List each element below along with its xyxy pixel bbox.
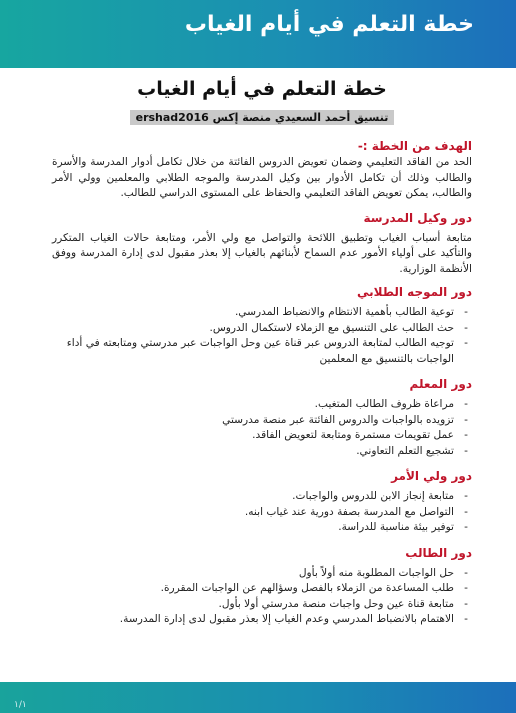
deputy-text: متابعة أسباب الغياب وتطبيق اللائحة والتواصل مع ولي الأمر، ومتابعة حالات الغياب المتكرر والتأكيد على أولياء الأمور عدم السماح لأبنائهم بالغياب إلا بعذر مقبول لدى إدارة المدرسة ووفق الأنظمة الوزارية.	[52, 231, 472, 275]
student-list	[52, 566, 472, 628]
counselor-heading: دور الموجه الطلابي	[356, 285, 472, 299]
byline-wrap	[52, 106, 472, 125]
list-item: - متابعة إنجاز الابن للدروس والواجبات.	[52, 489, 454, 505]
goal-heading: الهدف من الخطة :-	[357, 139, 472, 153]
list-item: - طلب المساعدة من الزملاء بالفصل وسؤالهم عن الواجبات المقررة.	[52, 581, 454, 597]
list-item: - تشجيع التعلم التعاوني.	[52, 444, 454, 460]
list-item: - توفير بيئة مناسبة للدراسة.	[52, 520, 454, 536]
list-item: - توجيه الطالب لمتابعة الدروس عبر قناة عين وحل الواجبات عبر مدرستي ومتابعته في أداء الواجبات بالتنسيق مع المعلمين	[52, 336, 454, 367]
parent-heading: دور ولي الأمر	[391, 469, 472, 483]
goal-text: الحد من الفاقد التعليمي وضمان تعويض الدروس الفائتة من خلال تكامل أدوار المدرسة والأسرة والطالب وذلك أن تكامل الأدوار بين وكيل المدرسة والموجه الطلابي والمعلمين وولي الأمر والطالب، يمكن تعويض الفاقد التعليمي والحفاظ على المستوى الدراسي للطالب.	[52, 156, 472, 199]
byline: تنسيق أحمد السعيدي منصة إكس ershad2016	[130, 110, 395, 125]
list-item: - التواصل مع المدرسة بصفة دورية عند غياب ابنه.	[52, 505, 454, 521]
list-item: - متابعة قناة عين وحل واجبات منصة مدرستي أولا بأول.	[52, 597, 454, 613]
list-item: - تزويده بالواجبات والدروس الفائتة عبر منصة مدرستي	[52, 413, 454, 429]
header-banner	[0, 0, 516, 68]
footer-band	[0, 682, 516, 713]
page-number: ١/١	[14, 700, 27, 710]
teacher-list	[52, 397, 472, 459]
teacher-heading: دور المعلم	[409, 377, 472, 391]
list-item: - توعية الطالب بأهمية الانتظام والانضباط المدرسي.	[52, 305, 454, 321]
counselor-list	[52, 305, 472, 367]
banner-title: خطة التعلم في أيام الغياب	[184, 12, 474, 37]
list-item: - مراعاة ظروف الطالب المتغيب.	[52, 397, 454, 413]
list-item: - حث الطالب على التنسيق مع الزملاء لاستكمال الدروس.	[52, 321, 454, 337]
document-title: خطة التعلم في أيام الغياب	[137, 78, 387, 100]
deputy-heading: دور وكيل المدرسة	[363, 210, 472, 225]
list-item: - عمل تقويمات مستمرة ومتابعة لتعويض الفاقد.	[52, 428, 454, 444]
list-item: - الاهتمام بالانضباط المدرسي وعدم الغياب إلا بعذر مقبول لدى إدارة المدرسة.	[52, 612, 454, 628]
list-item: - حل الواجبات المطلوبة منه أولاً بأول	[52, 566, 454, 582]
student-heading: دور الطالب	[405, 545, 472, 560]
parent-list	[52, 489, 472, 536]
document-body	[52, 68, 472, 628]
